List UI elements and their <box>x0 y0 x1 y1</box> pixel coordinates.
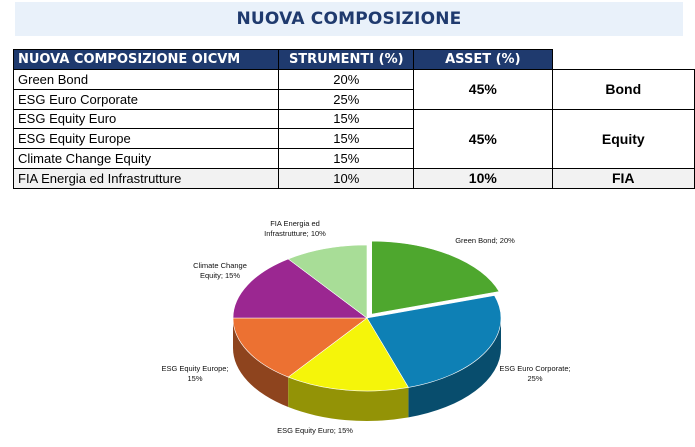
header-asset: ASSET (%) <box>414 50 552 70</box>
title-bar <box>15 2 683 36</box>
row-pct: 10% <box>279 168 414 188</box>
row-pct: 20% <box>279 70 414 90</box>
pie-chart <box>0 208 695 447</box>
composition-table <box>13 49 695 189</box>
table-row <box>14 70 695 90</box>
asset-bond: 45% <box>414 70 552 110</box>
asset-fia: 10% <box>414 168 552 188</box>
pie-label-green-bond: Green Bond; 20% <box>455 236 515 245</box>
pie-label-climate-change-equity: Climate Change Equity; 15% <box>193 261 247 280</box>
row-name: ESG Equity Euro <box>14 109 279 129</box>
header-blank <box>552 50 694 70</box>
row-pct: 15% <box>279 149 414 169</box>
row-pct: 25% <box>279 89 414 109</box>
asset-equity: 45% <box>414 109 552 168</box>
row-name: ESG Euro Corporate <box>14 89 279 109</box>
table-row <box>14 109 695 129</box>
row-name: Green Bond <box>14 70 279 90</box>
row-pct: 15% <box>279 109 414 129</box>
group-fia: FIA <box>552 168 694 188</box>
row-pct: 15% <box>279 129 414 149</box>
row-name: FIA Energia ed Infrastrutture <box>14 168 279 188</box>
pie-label-fia-energia: FIA Energia ed Infrastrutture; 10% <box>264 219 326 238</box>
group-bond: Bond <box>552 70 694 110</box>
table-row <box>14 168 695 188</box>
table-header-row <box>14 50 695 70</box>
page-title: NUOVA COMPOSIZIONE <box>236 9 462 29</box>
pie-label-esg-equity-europe: ESG Equity Europe; 15% <box>161 364 229 383</box>
row-name: ESG Equity Europe <box>14 129 279 149</box>
pie-label-esg-euro-corporate: ESG Euro Corporate; 25% <box>499 364 571 383</box>
header-strumenti: STRUMENTI (%) <box>279 50 414 70</box>
pie-chart-svg <box>0 208 695 447</box>
row-name: Climate Change Equity <box>14 149 279 169</box>
header-oicvm: NUOVA COMPOSIZIONE OICVM <box>14 50 279 70</box>
group-equity: Equity <box>552 109 694 168</box>
pie-label-esg-equity-euro: ESG Equity Euro; 15% <box>277 426 353 435</box>
